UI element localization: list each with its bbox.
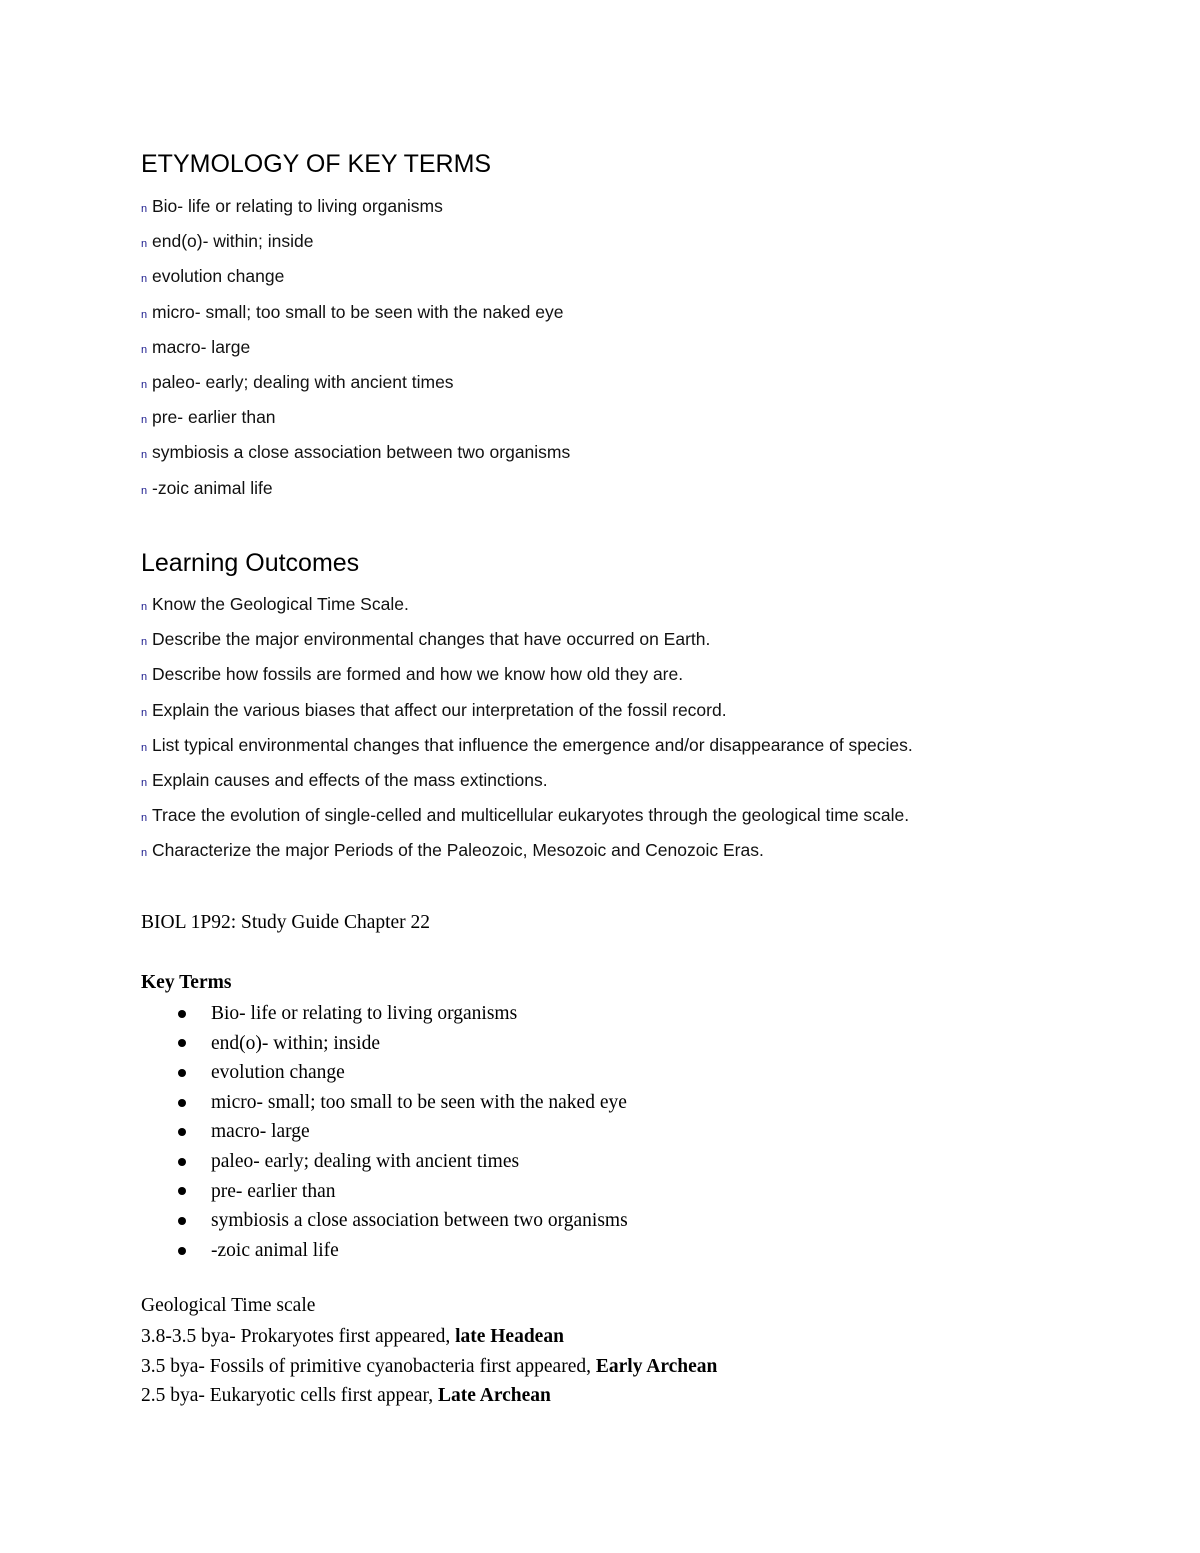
list-item: macro- large [175, 1117, 628, 1147]
bullet-dot-icon [178, 1128, 186, 1136]
list-item: symbiosis a close association between two organisms [175, 1206, 628, 1236]
key-terms-list [175, 999, 628, 1265]
bullet-marker-icon: n [141, 671, 148, 684]
bullet-marker-icon: n [141, 273, 148, 286]
bullet-dot-icon [178, 1217, 186, 1225]
list-item: Bio- life or relating to living organisms [175, 999, 628, 1029]
list-item: n paleo- early; dealing with ancient times [141, 365, 570, 400]
bullet-marker-icon: n [141, 601, 148, 613]
list-item: 3.8-3.5 bya- Prokaryotes first appeared, late Headean [141, 1326, 564, 1347]
bullet-marker-icon: n [141, 308, 148, 321]
list-item: pre- earlier than [175, 1177, 628, 1207]
list-item: n evolution change [141, 259, 570, 294]
list-item: n micro- small; too small to be seen with the naked eye [141, 295, 570, 330]
list-item: -zoic animal life [175, 1236, 628, 1266]
list-item: micro- small; too small to be seen with the naked eye [175, 1088, 628, 1118]
bullet-marker-icon: n [141, 812, 148, 825]
key-terms-heading: Key Terms [141, 972, 232, 993]
bullet-dot-icon [178, 1039, 186, 1047]
list-item: end(o)- within; inside [175, 1029, 628, 1059]
bullet-marker-icon: n [141, 776, 148, 789]
list-item: n Describe the major environmental changes that have occurred on Earth. [141, 622, 913, 657]
list-item: n Trace the evolution of single-celled and multicellular eukaryotes through the geological time scale. [141, 798, 913, 833]
etymology-heading: ETYMOLOGY OF KEY TERMS [141, 150, 492, 178]
bullet-marker-icon: n [141, 449, 148, 462]
learning-outcomes-list [141, 587, 913, 869]
bullet-marker-icon: n [141, 378, 148, 391]
list-item: n Describe how fossils are formed and how we know how old they are. [141, 657, 913, 692]
bullet-marker-icon: n [141, 484, 148, 497]
learning-outcomes-heading: Learning Outcomes [141, 549, 360, 577]
bullet-dot-icon [178, 1010, 186, 1018]
bullet-marker-icon: n [141, 203, 148, 215]
list-item: evolution change [175, 1058, 628, 1088]
etymology-list [141, 189, 570, 506]
list-item: n List typical environmental changes that influence the emergence and/or disappearance of species. [141, 728, 913, 763]
time-scale-heading: Geological Time scale [141, 1295, 316, 1316]
list-item: 3.5 bya- Fossils of primitive cyanobacteria first appeared, Early Archean [141, 1355, 718, 1377]
list-item: n pre- earlier than [141, 400, 570, 435]
list-item: n Bio- life or relating to living organisms [141, 189, 570, 224]
list-item: n macro- large [141, 330, 570, 365]
list-item: n end(o)- within; inside [141, 224, 570, 259]
bullet-marker-icon: n [141, 706, 148, 719]
bullet-marker-icon: n [141, 741, 148, 754]
list-item: paleo- early; dealing with ancient times [175, 1147, 628, 1177]
bullet-marker-icon: n [141, 343, 148, 356]
list-item: n symbiosis a close association between two organisms [141, 435, 570, 470]
study-guide-title: BIOL 1P92: Study Guide Chapter 22 [141, 912, 431, 933]
bullet-dot-icon [178, 1069, 186, 1077]
list-item: 2.5 bya- Eukaryotic cells first appear, Late Archean [141, 1385, 551, 1407]
list-item: n Explain the various biases that affect our interpretation of the fossil record. [141, 693, 913, 728]
bullet-dot-icon [178, 1187, 186, 1195]
bullet-marker-icon: n [141, 238, 148, 251]
list-item: n Characterize the major Periods of the Paleozoic, Mesozoic and Cenozoic Eras. [141, 833, 913, 868]
time-scale-list [141, 1322, 717, 1411]
list-item: n Explain causes and effects of the mass extinctions. [141, 763, 913, 798]
bullet-dot-icon [178, 1099, 186, 1107]
bullet-dot-icon [178, 1158, 186, 1166]
list-item: n Know the Geological Time Scale. [141, 587, 913, 622]
list-item: n -zoic animal life [141, 471, 570, 506]
bullet-marker-icon: n [141, 636, 148, 649]
bullet-marker-icon: n [141, 847, 148, 860]
bullet-dot-icon [178, 1247, 186, 1255]
bullet-marker-icon: n [141, 414, 148, 427]
